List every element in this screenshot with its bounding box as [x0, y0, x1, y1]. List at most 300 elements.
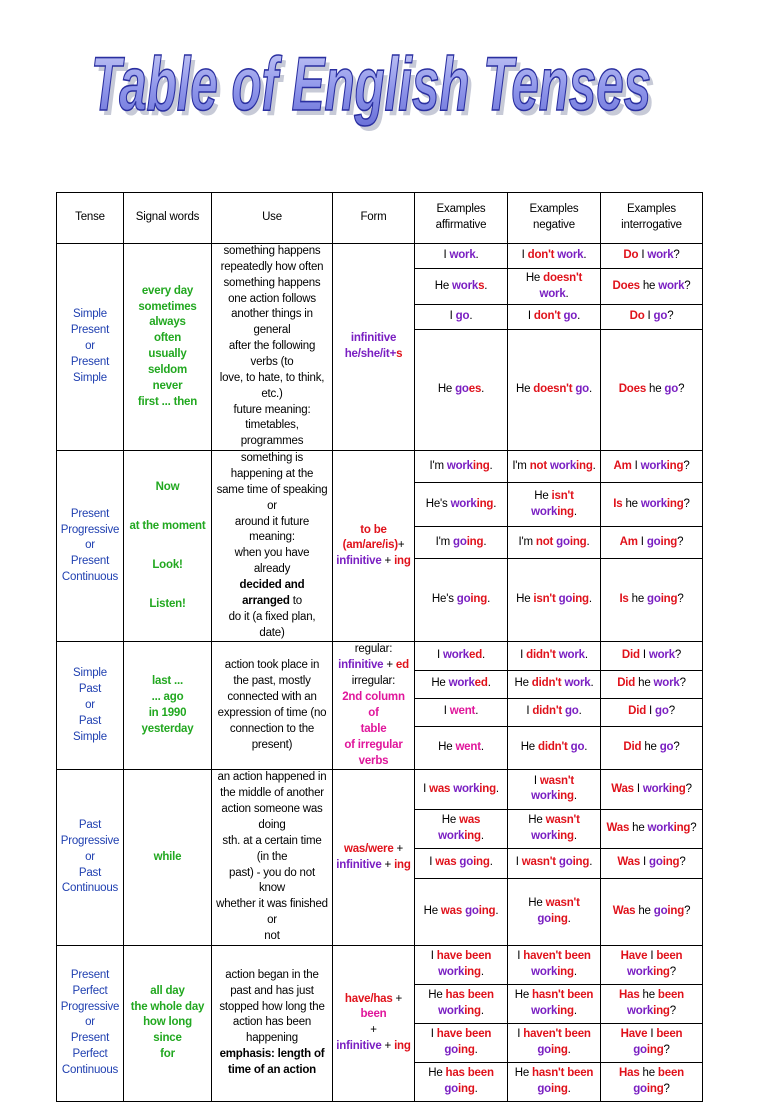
use-line: one action follows — [228, 292, 316, 305]
use-line: present) — [251, 738, 293, 751]
ex-aux: Was — [606, 821, 630, 834]
ex-verb: go — [653, 310, 668, 323]
ex-text: . — [474, 1043, 478, 1056]
ex-text: . — [584, 741, 588, 754]
ex-verb: go — [653, 904, 668, 917]
ex-text: . — [469, 310, 473, 323]
ex-ending: ing — [458, 1043, 475, 1056]
ex-aux: Am — [619, 535, 638, 548]
signal-word: Listen! — [149, 598, 186, 611]
ex-text: He's — [425, 497, 451, 510]
ex-text: ? — [685, 782, 692, 795]
use-line: past) - you do not know — [229, 866, 315, 895]
example-interrogative — [601, 945, 703, 984]
ex-ending: s — [478, 279, 485, 292]
ex-ending: ing — [551, 912, 568, 925]
ex-verb: work — [442, 649, 469, 662]
ex-aux: Does — [618, 383, 647, 396]
tense-line: Present — [70, 324, 110, 337]
ex-verb: work — [557, 248, 584, 261]
ex-verb: go — [444, 1082, 458, 1095]
ex-verb: work — [438, 1004, 465, 1017]
use-line: expression of time (no — [217, 706, 327, 719]
example-negative — [508, 559, 601, 642]
ex-ending: ing — [466, 535, 484, 548]
ex-ending: ing — [557, 505, 574, 518]
signal-word: while — [153, 850, 182, 863]
ex-text: I — [449, 310, 456, 323]
ex-text: . — [589, 856, 593, 869]
form-part: + — [370, 1024, 377, 1037]
ex-aux: Have — [620, 949, 648, 962]
tense-line: Simple — [73, 667, 107, 680]
table-row — [57, 945, 703, 984]
ex-aux: been — [656, 1027, 683, 1040]
ex-text: He — [528, 813, 546, 826]
header-int-line: Examples — [627, 203, 676, 216]
ex-ending: ing — [557, 965, 574, 978]
ex-text: He — [438, 741, 456, 754]
ex-aux: have been — [436, 949, 492, 962]
tense-line: Progressive or — [60, 1000, 120, 1029]
signal-word: Now — [155, 480, 180, 493]
signal-word: first ... then — [137, 395, 198, 408]
ex-aux: Do — [629, 310, 645, 323]
tense-name — [57, 244, 124, 451]
example-affirmative — [415, 483, 508, 527]
example-affirmative — [415, 698, 508, 726]
ex-verb: go — [570, 741, 585, 754]
signal-words — [124, 642, 212, 770]
header-signal-label: Signal words — [135, 211, 200, 224]
tense-line: Simple — [73, 371, 107, 384]
ex-aux: was — [440, 904, 463, 917]
ex-ending: ing — [464, 965, 481, 978]
ex-text: ? — [669, 1004, 676, 1017]
signal-word: seldom — [147, 363, 188, 376]
example-negative — [508, 483, 601, 527]
header-int-line: interrogative — [621, 219, 682, 231]
ex-text: . — [487, 677, 491, 690]
ex-text: I — [633, 782, 643, 795]
ex-text: I — [520, 649, 527, 662]
form-part: + — [392, 992, 403, 1005]
ex-text: . — [480, 741, 484, 754]
signal-words — [124, 945, 212, 1101]
ex-aux: don't — [527, 248, 555, 261]
example-negative — [508, 698, 601, 726]
ex-text: I — [423, 782, 430, 795]
ex-text: He — [520, 741, 538, 754]
ex-verb: go — [646, 535, 661, 548]
form-part: to be (am/are/is) — [342, 523, 398, 552]
ex-verb: work — [640, 497, 667, 510]
signal-word: how long — [143, 1016, 192, 1029]
ex-verb: work — [549, 459, 577, 472]
ex-verb: work — [531, 1004, 558, 1017]
ex-text: he — [646, 383, 665, 396]
ex-aux: didn't — [532, 705, 562, 718]
form-part: have/has — [344, 992, 393, 1005]
ex-verb: work — [647, 248, 674, 261]
form-part: 2nd column of — [342, 691, 405, 719]
ex-text: He — [434, 279, 453, 292]
header-use — [212, 193, 333, 244]
ex-verb: work — [647, 821, 674, 834]
ex-text: he — [622, 497, 641, 510]
ex-ending: ing — [551, 1043, 568, 1056]
example-negative — [508, 984, 601, 1023]
ex-verb: work — [564, 677, 591, 690]
tense-group-simple-past — [57, 642, 703, 770]
ex-aux: was — [459, 813, 481, 826]
ex-ending: ing — [673, 821, 691, 834]
ex-verb: go — [649, 856, 663, 869]
ex-ending: ing — [668, 782, 686, 795]
example-affirmative — [415, 244, 508, 269]
example-interrogative — [601, 698, 703, 726]
example-affirmative — [415, 878, 508, 945]
form-part: been — [360, 1008, 387, 1021]
ex-text: He — [423, 904, 441, 917]
ex-text: ? — [678, 383, 685, 396]
example-affirmative — [415, 727, 508, 770]
ex-verb: work — [531, 829, 558, 842]
tense-group-present-perfect-progressive — [57, 945, 703, 1101]
ex-verb: work — [452, 279, 479, 292]
tense-line: Simple — [73, 730, 107, 743]
use-line: whether it was finished or — [216, 898, 328, 927]
ex-verb: go — [633, 1043, 647, 1056]
example-affirmative — [415, 527, 508, 559]
example-interrogative — [601, 670, 703, 698]
example-affirmative — [415, 1023, 508, 1062]
ex-text: . — [590, 677, 594, 690]
ex-text: He — [514, 677, 532, 690]
signal-word: ... ago — [151, 691, 184, 704]
tense-group-present-progressive — [57, 451, 703, 642]
ex-text: ? — [684, 904, 691, 917]
ex-text: I — [429, 856, 436, 869]
ex-aux: wasn't — [521, 856, 556, 869]
ex-aux: haven't been — [523, 949, 591, 962]
tense-group-simple-present — [57, 244, 703, 451]
header-signal — [124, 193, 212, 244]
use-line: not — [264, 929, 280, 942]
ex-verb: go — [537, 1082, 551, 1095]
ex-text: ? — [683, 459, 690, 472]
ex-verb: work — [539, 287, 566, 300]
ex-text: I — [517, 949, 524, 962]
use-line: something is — [240, 452, 304, 465]
ex-aux: been — [657, 988, 684, 1001]
ex-text: ? — [674, 649, 682, 662]
example-interrogative — [601, 559, 703, 642]
ex-text: I — [443, 705, 450, 718]
use-line: happening at the — [230, 468, 314, 481]
ex-text: ? — [673, 248, 680, 261]
use-line: love, to hate, to think, etc.) — [219, 371, 325, 400]
signal-word: every day — [141, 284, 194, 297]
form-part: infinitive — [336, 1040, 382, 1053]
ex-text: ? — [668, 705, 675, 718]
ex-verb: go — [455, 383, 469, 396]
form-part: infinitive — [336, 858, 382, 871]
tense-line: or — [85, 698, 95, 711]
ex-aux: haven't been — [523, 1027, 591, 1040]
use-line: stopped how long the — [219, 1000, 325, 1013]
use-line: programmes — [240, 435, 304, 448]
signal-word: often — [153, 332, 182, 345]
ex-verb: go — [664, 383, 679, 396]
example-negative — [508, 268, 601, 305]
form-part: ing — [394, 1040, 411, 1053]
ex-verb: go — [556, 535, 570, 548]
form-part: + — [393, 842, 404, 855]
form-part: regular: — [354, 643, 393, 656]
example-interrogative — [601, 244, 703, 269]
tense-line: Past — [78, 818, 102, 831]
form-part: + — [381, 858, 395, 871]
ex-aux: not — [535, 535, 554, 548]
ex-aux: has been — [445, 1066, 494, 1079]
ex-text: He — [514, 1066, 533, 1079]
use-line: repeatedly how often — [220, 260, 324, 273]
example-interrogative — [601, 483, 703, 527]
example-affirmative — [415, 670, 508, 698]
ex-aux: Did — [617, 677, 636, 690]
form-part: ed — [395, 659, 409, 672]
form-part: he/she/it — [344, 348, 390, 361]
form-cell — [333, 642, 415, 770]
example-interrogative — [601, 305, 703, 330]
header-negative — [508, 193, 601, 244]
ex-ending: ing — [464, 1004, 481, 1017]
table-row — [57, 642, 703, 670]
ex-aux: wasn't — [545, 896, 580, 909]
ex-text: . — [484, 279, 488, 292]
tense-name — [57, 945, 124, 1101]
ex-aux: Was — [611, 782, 634, 795]
form-part: irregular: — [351, 675, 396, 688]
tense-line: Past — [78, 866, 102, 879]
ex-text: ? — [690, 821, 697, 834]
ex-ending: ing — [572, 593, 589, 606]
ex-aux: was — [435, 856, 457, 869]
ex-aux: didn't — [531, 677, 562, 690]
ex-text: ? — [663, 1043, 670, 1056]
ex-verb: go — [453, 535, 467, 548]
ex-verb: go — [537, 912, 551, 925]
tense-line: Progressive or — [60, 834, 120, 863]
ex-text: . — [489, 856, 493, 869]
example-negative — [508, 330, 601, 451]
use-line: when you have already — [234, 547, 310, 576]
ex-text: I — [640, 856, 650, 869]
ex-aux: Is — [613, 497, 623, 510]
example-negative — [508, 244, 601, 269]
use-line: after the following verbs (to — [228, 340, 316, 369]
use-description — [212, 244, 333, 451]
ex-aux: Was — [617, 856, 641, 869]
form-part: table — [360, 722, 387, 735]
use-description — [212, 945, 333, 1101]
example-affirmative — [415, 809, 508, 848]
use-line: action took place in — [224, 659, 320, 672]
ex-aux: wasn't — [539, 774, 575, 787]
form-part: was/were — [343, 842, 394, 855]
ex-verb: go — [558, 856, 573, 869]
use-line: an action happened in — [217, 771, 327, 784]
ex-text: he — [639, 279, 659, 292]
ex-ending: ing — [458, 1082, 475, 1095]
ex-verb: work — [453, 782, 480, 795]
ex-ending: ing — [569, 535, 587, 548]
ex-text: . — [583, 248, 587, 261]
example-interrogative — [601, 642, 703, 670]
ex-text: I — [533, 774, 540, 787]
ex-text: He's — [431, 593, 457, 606]
form-part: of irregular verbs — [344, 738, 403, 767]
signal-word: usually — [148, 348, 187, 361]
use-emphasis: decided and arranged — [239, 579, 305, 607]
signal-word: sometimes — [138, 300, 197, 313]
ex-verb: go — [444, 1043, 458, 1056]
ex-text: . — [480, 1004, 484, 1017]
ex-verb: go — [459, 856, 474, 869]
tense-line: Present — [70, 507, 110, 520]
tense-line: Continuous — [61, 1063, 119, 1076]
example-affirmative — [415, 1062, 508, 1101]
ex-verb: work — [531, 790, 558, 803]
ex-text: he — [635, 677, 654, 690]
ex-text: . — [567, 1043, 571, 1056]
tense-group-past-progressive — [57, 770, 703, 945]
table-row — [57, 244, 703, 269]
header-form — [333, 193, 415, 244]
ex-verb-irregular: went — [455, 741, 481, 754]
ex-aux: Am — [613, 459, 632, 472]
ex-ending: ing — [653, 965, 670, 978]
signal-words — [124, 770, 212, 945]
ex-text: I — [430, 949, 437, 962]
use-description — [212, 642, 333, 770]
ex-text: ? — [669, 965, 676, 978]
example-interrogative — [601, 527, 703, 559]
ex-text: I — [647, 949, 657, 962]
signal-word: Look! — [152, 559, 183, 572]
ex-text: He — [431, 677, 449, 690]
use-description — [212, 451, 333, 642]
form-part: + — [389, 348, 397, 361]
ex-ending: ing — [666, 459, 684, 472]
use-line: sth. at a certain time (in the — [222, 834, 322, 863]
example-interrogative — [601, 1062, 703, 1101]
ex-aux: not — [529, 459, 547, 472]
example-affirmative — [415, 305, 508, 330]
ex-text: ? — [679, 856, 686, 869]
signal-word: the whole day — [130, 1000, 205, 1013]
ex-aux: Is — [619, 593, 629, 606]
ex-text: . — [495, 904, 499, 917]
header-form-label: Form — [360, 211, 387, 224]
signal-word: for — [160, 1048, 175, 1061]
ex-text: . — [577, 310, 581, 323]
ex-text: . — [483, 535, 487, 548]
ex-text: I — [443, 248, 450, 261]
ex-verb: go — [655, 705, 669, 718]
ex-aux: isn't — [551, 489, 574, 502]
ex-aux: isn't — [533, 593, 556, 606]
ex-text: he — [639, 1066, 658, 1079]
use-line: the past, mostly — [233, 675, 311, 688]
ex-ending: ing — [472, 459, 490, 472]
ex-text: I — [436, 649, 443, 662]
ex-text: He — [428, 1066, 446, 1079]
ex-text: . — [482, 649, 486, 662]
ex-verb-irregular: went — [449, 705, 476, 718]
example-negative — [508, 878, 601, 945]
example-negative — [508, 770, 601, 809]
tense-line: Present — [70, 555, 110, 568]
example-interrogative — [601, 330, 703, 451]
example-interrogative — [601, 1023, 703, 1062]
ex-text: . — [495, 782, 499, 795]
header-use-label: Use — [262, 211, 282, 224]
header-tense — [57, 193, 124, 244]
ex-aux: Do — [623, 248, 639, 261]
ex-text: I'm — [429, 459, 447, 472]
ex-ending: es — [468, 383, 482, 396]
tense-name — [57, 642, 124, 770]
example-affirmative — [415, 848, 508, 878]
ex-aux: didn't — [526, 649, 556, 662]
ex-verb: work — [531, 965, 558, 978]
ex-verb: go — [456, 593, 471, 606]
ex-verb: work — [446, 459, 473, 472]
ex-text: . — [588, 383, 592, 396]
ex-text: I — [430, 1027, 437, 1040]
ex-verb: go — [558, 593, 573, 606]
example-negative — [508, 642, 601, 670]
form-part: infinitive — [336, 555, 382, 568]
tense-line: Progressive or — [60, 523, 120, 552]
ex-text: . — [487, 593, 491, 606]
ex-ending: ing — [470, 593, 488, 606]
form-part: + — [397, 539, 405, 552]
ex-aux: Does — [612, 279, 640, 292]
form-part: + — [383, 659, 396, 672]
ex-aux: been — [656, 949, 683, 962]
ex-text: ? — [677, 593, 684, 606]
ex-verb: go — [465, 904, 479, 917]
use-line: the middle of another — [220, 787, 324, 800]
use-line: past and has just — [230, 984, 314, 997]
ex-ending: ing — [660, 535, 678, 548]
ex-verb: work — [531, 505, 558, 518]
ex-text: He — [528, 896, 546, 909]
use-emphasis: emphasis: length of — [219, 1048, 325, 1061]
header-tense-label: Tense — [75, 211, 105, 224]
ex-ending: ing — [476, 497, 494, 510]
tenses-table — [56, 192, 703, 1102]
form-cell — [333, 451, 415, 642]
form-part: infinitive — [338, 659, 384, 672]
ex-text: . — [592, 459, 596, 472]
ex-aux: Was — [612, 904, 636, 917]
ex-text: . — [573, 965, 577, 978]
ex-ending: ing — [646, 1082, 664, 1095]
